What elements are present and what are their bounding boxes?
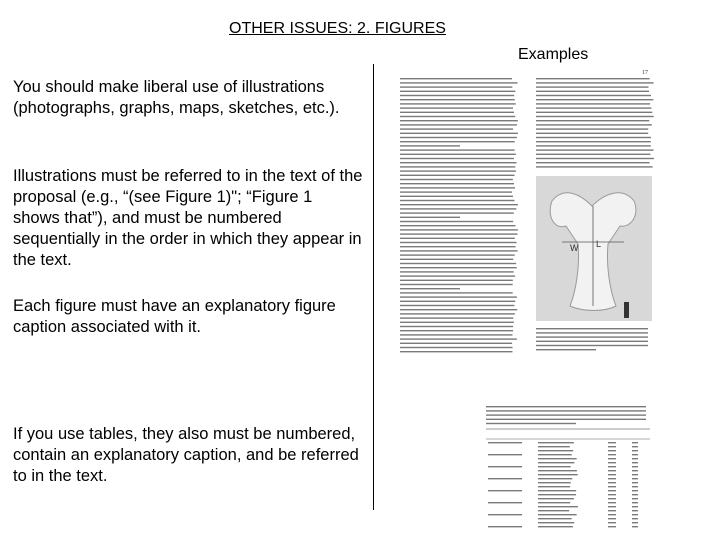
caption-line bbox=[486, 419, 646, 420]
table-cell-line bbox=[608, 482, 616, 483]
table-cell-line bbox=[608, 490, 616, 491]
table-cell-line bbox=[632, 514, 638, 515]
text-line bbox=[400, 82, 518, 83]
text-line bbox=[400, 233, 518, 234]
table-cell-line bbox=[608, 498, 616, 499]
text-line bbox=[400, 305, 514, 306]
text-line bbox=[536, 149, 653, 150]
text-line bbox=[536, 141, 651, 142]
table-cell-line bbox=[608, 518, 616, 519]
table-cell-line bbox=[608, 442, 616, 443]
table-cell-line bbox=[538, 522, 574, 523]
table-cell-line bbox=[538, 486, 570, 487]
text-line bbox=[400, 271, 514, 272]
text-line bbox=[536, 107, 651, 108]
paragraph-tables: If you use tables, they also must be numbered, contain an explanatory caption, and be referred to in the text. bbox=[13, 425, 359, 485]
caption-line bbox=[486, 410, 646, 411]
table-cell-line bbox=[632, 478, 638, 479]
table-cell-line bbox=[632, 506, 638, 507]
table-cell-line bbox=[488, 514, 522, 515]
text-line bbox=[536, 112, 652, 113]
text-line bbox=[400, 343, 512, 344]
table-cell-line bbox=[538, 478, 572, 479]
table-cell-line bbox=[538, 454, 572, 455]
text-line bbox=[400, 107, 513, 108]
table-cell-line bbox=[538, 514, 577, 515]
figure-label-l: L bbox=[596, 239, 602, 249]
table-cell-line bbox=[632, 526, 638, 527]
table-cell-line bbox=[632, 458, 638, 459]
text-line bbox=[536, 78, 650, 79]
text-line bbox=[400, 246, 516, 247]
table-cell-line bbox=[632, 510, 638, 511]
table-cell-line bbox=[608, 478, 616, 479]
text-line bbox=[536, 82, 654, 83]
table-cell-line bbox=[488, 454, 522, 455]
text-line bbox=[400, 280, 513, 281]
table-cell-line bbox=[608, 466, 616, 467]
text-line bbox=[400, 229, 518, 230]
table-cell-line bbox=[608, 470, 616, 471]
table-rows bbox=[488, 442, 638, 527]
text-line bbox=[536, 116, 654, 117]
table-cell-line bbox=[538, 494, 576, 495]
text-line bbox=[400, 259, 513, 260]
divider-line bbox=[373, 64, 374, 510]
text-line bbox=[400, 187, 515, 188]
text-line bbox=[400, 124, 517, 125]
text-line bbox=[400, 133, 518, 134]
text-line bbox=[536, 145, 651, 146]
text-line bbox=[400, 267, 517, 268]
text-line bbox=[400, 196, 513, 197]
examples-label: Examples bbox=[518, 46, 589, 63]
text-line bbox=[400, 217, 460, 218]
table-cell-line bbox=[632, 486, 638, 487]
table-cell-line bbox=[538, 506, 578, 507]
text-line bbox=[536, 137, 651, 138]
table-cell-line bbox=[488, 502, 522, 503]
table-cell-line bbox=[538, 446, 570, 447]
text-line bbox=[400, 158, 514, 159]
table-cell-line bbox=[632, 466, 638, 467]
text-line bbox=[400, 225, 515, 226]
table-caption-lines bbox=[486, 406, 646, 424]
table-cell-line bbox=[538, 442, 574, 443]
text-line bbox=[400, 212, 514, 213]
text-line bbox=[400, 200, 515, 201]
text-line bbox=[400, 183, 514, 184]
text-line bbox=[400, 347, 513, 348]
caption-line bbox=[536, 328, 648, 329]
text-line bbox=[400, 128, 513, 129]
table-cell-line bbox=[538, 510, 569, 511]
text-line bbox=[536, 95, 651, 96]
text-line bbox=[400, 95, 514, 96]
caption-line bbox=[536, 345, 648, 346]
table-cell-line bbox=[538, 466, 571, 467]
text-line bbox=[400, 263, 516, 264]
table-cell-line bbox=[538, 458, 577, 459]
text-line bbox=[400, 296, 517, 297]
table-cell-line bbox=[538, 474, 578, 475]
text-line bbox=[400, 238, 515, 239]
text-line bbox=[400, 149, 515, 150]
caption-line bbox=[486, 423, 576, 424]
paragraph-referencing: Illustrations must be referred to in the text of the proposal (e.g., “(see Figure 1)"; “Figure 1 shows that”), and must be numbered sequentially in the order in which they appear in the text. bbox=[13, 167, 363, 269]
text-line bbox=[400, 351, 512, 352]
table-cell-line bbox=[608, 494, 616, 495]
table-cell-line bbox=[608, 522, 616, 523]
text-line bbox=[400, 254, 515, 255]
text-line bbox=[400, 91, 515, 92]
text-line bbox=[400, 242, 517, 243]
table-cell-line bbox=[538, 470, 577, 471]
text-line bbox=[400, 309, 517, 310]
example-page-table bbox=[482, 402, 654, 530]
table-cell-line bbox=[632, 490, 638, 491]
text-line bbox=[400, 103, 516, 104]
text-line bbox=[400, 338, 517, 339]
example-page-figure bbox=[394, 66, 658, 356]
text-line bbox=[536, 154, 650, 155]
text-line bbox=[536, 128, 648, 129]
text-line bbox=[400, 326, 513, 327]
table-cell-line bbox=[608, 526, 616, 527]
table-cell-line bbox=[488, 442, 522, 443]
table-cell-line bbox=[632, 450, 638, 451]
table-cell-line bbox=[632, 454, 638, 455]
text-line bbox=[400, 175, 515, 176]
text-line bbox=[400, 116, 515, 117]
text-line bbox=[536, 133, 648, 134]
text-line bbox=[400, 284, 513, 285]
table-cell-line bbox=[538, 450, 573, 451]
text-line bbox=[536, 124, 652, 125]
paragraph-illustrations: You should make liberal use of illustrations (photographs, graphs, maps, sketches, etc.). bbox=[13, 78, 340, 117]
text-line bbox=[400, 288, 460, 289]
table-cell-line bbox=[608, 502, 616, 503]
text-line bbox=[536, 166, 653, 167]
table-cell-line bbox=[608, 450, 616, 451]
caption-line bbox=[486, 406, 646, 407]
table-cell-line bbox=[488, 490, 522, 491]
table-cell-line bbox=[608, 510, 616, 511]
text-line bbox=[400, 292, 513, 293]
text-line bbox=[400, 78, 512, 79]
text-line bbox=[536, 162, 650, 163]
text-line bbox=[400, 145, 460, 146]
table-cell-line bbox=[488, 466, 522, 467]
caption-line bbox=[486, 414, 646, 415]
text-line bbox=[536, 99, 653, 100]
text-line bbox=[400, 275, 515, 276]
text-line bbox=[400, 112, 514, 113]
example-page-figure-image bbox=[394, 66, 658, 356]
text-line bbox=[400, 166, 515, 167]
text-line bbox=[536, 91, 649, 92]
table-cell-line bbox=[608, 506, 616, 507]
table-cell-line bbox=[488, 478, 522, 479]
scale-bar bbox=[624, 302, 629, 318]
table-cell-line bbox=[608, 446, 616, 447]
table-cell-line bbox=[632, 446, 638, 447]
table-cell-line bbox=[632, 494, 638, 495]
text-line bbox=[400, 330, 513, 331]
page-number: 17 bbox=[642, 70, 648, 76]
text-line bbox=[400, 208, 516, 209]
text-line bbox=[536, 103, 650, 104]
table-cell-line bbox=[538, 518, 572, 519]
table-cell-line bbox=[632, 498, 638, 499]
table-cell-line bbox=[632, 482, 638, 483]
text-line bbox=[400, 179, 513, 180]
text-line bbox=[400, 99, 515, 100]
table-cell-line bbox=[488, 526, 522, 527]
text-line bbox=[400, 301, 515, 302]
text-line bbox=[400, 191, 512, 192]
text-line bbox=[400, 162, 517, 163]
table-cell-line bbox=[608, 486, 616, 487]
table-cell-line bbox=[632, 522, 638, 523]
text-line bbox=[400, 313, 515, 314]
table-cell-line bbox=[608, 462, 616, 463]
caption-line bbox=[536, 341, 648, 342]
table-cell-line bbox=[538, 498, 574, 499]
table-cell-line bbox=[608, 454, 616, 455]
text-line bbox=[400, 221, 513, 222]
text-line bbox=[400, 204, 518, 205]
table-cell-line bbox=[632, 470, 638, 471]
text-line bbox=[400, 137, 517, 138]
table-cell-line bbox=[632, 518, 638, 519]
text-line bbox=[400, 334, 512, 335]
text-line bbox=[400, 250, 518, 251]
text-line bbox=[536, 158, 654, 159]
caption-line bbox=[536, 349, 596, 350]
text-line bbox=[400, 141, 515, 142]
table-cell-line bbox=[608, 458, 616, 459]
table-cell-line bbox=[538, 462, 574, 463]
table-cell-line bbox=[632, 462, 638, 463]
table-cell-line bbox=[632, 442, 638, 443]
text-line bbox=[400, 170, 516, 171]
table-cell-line bbox=[538, 490, 576, 491]
caption-line bbox=[536, 336, 648, 337]
text-line bbox=[400, 154, 516, 155]
table-cell-line bbox=[608, 474, 616, 475]
table-cell-line bbox=[632, 502, 638, 503]
text-line bbox=[536, 86, 648, 87]
figure-label-w: W bbox=[570, 243, 579, 253]
text-line bbox=[400, 120, 518, 121]
figure-caption-lines bbox=[536, 328, 648, 350]
table-cell-line bbox=[538, 482, 571, 483]
example-page-table-image bbox=[482, 402, 654, 530]
table-cell-line bbox=[538, 526, 573, 527]
table-cell-line bbox=[608, 514, 616, 515]
slide-title: OTHER ISSUES: 2. FIGURES bbox=[229, 20, 446, 37]
text-line bbox=[536, 120, 649, 121]
text-line bbox=[400, 322, 514, 323]
table-cell-line bbox=[632, 474, 638, 475]
text-line bbox=[400, 86, 512, 87]
table-cell-line bbox=[538, 502, 570, 503]
text-line bbox=[400, 317, 513, 318]
paragraph-captions: Each figure must have an explanatory figure caption associated with it. bbox=[13, 297, 336, 336]
caption-line bbox=[536, 332, 648, 333]
